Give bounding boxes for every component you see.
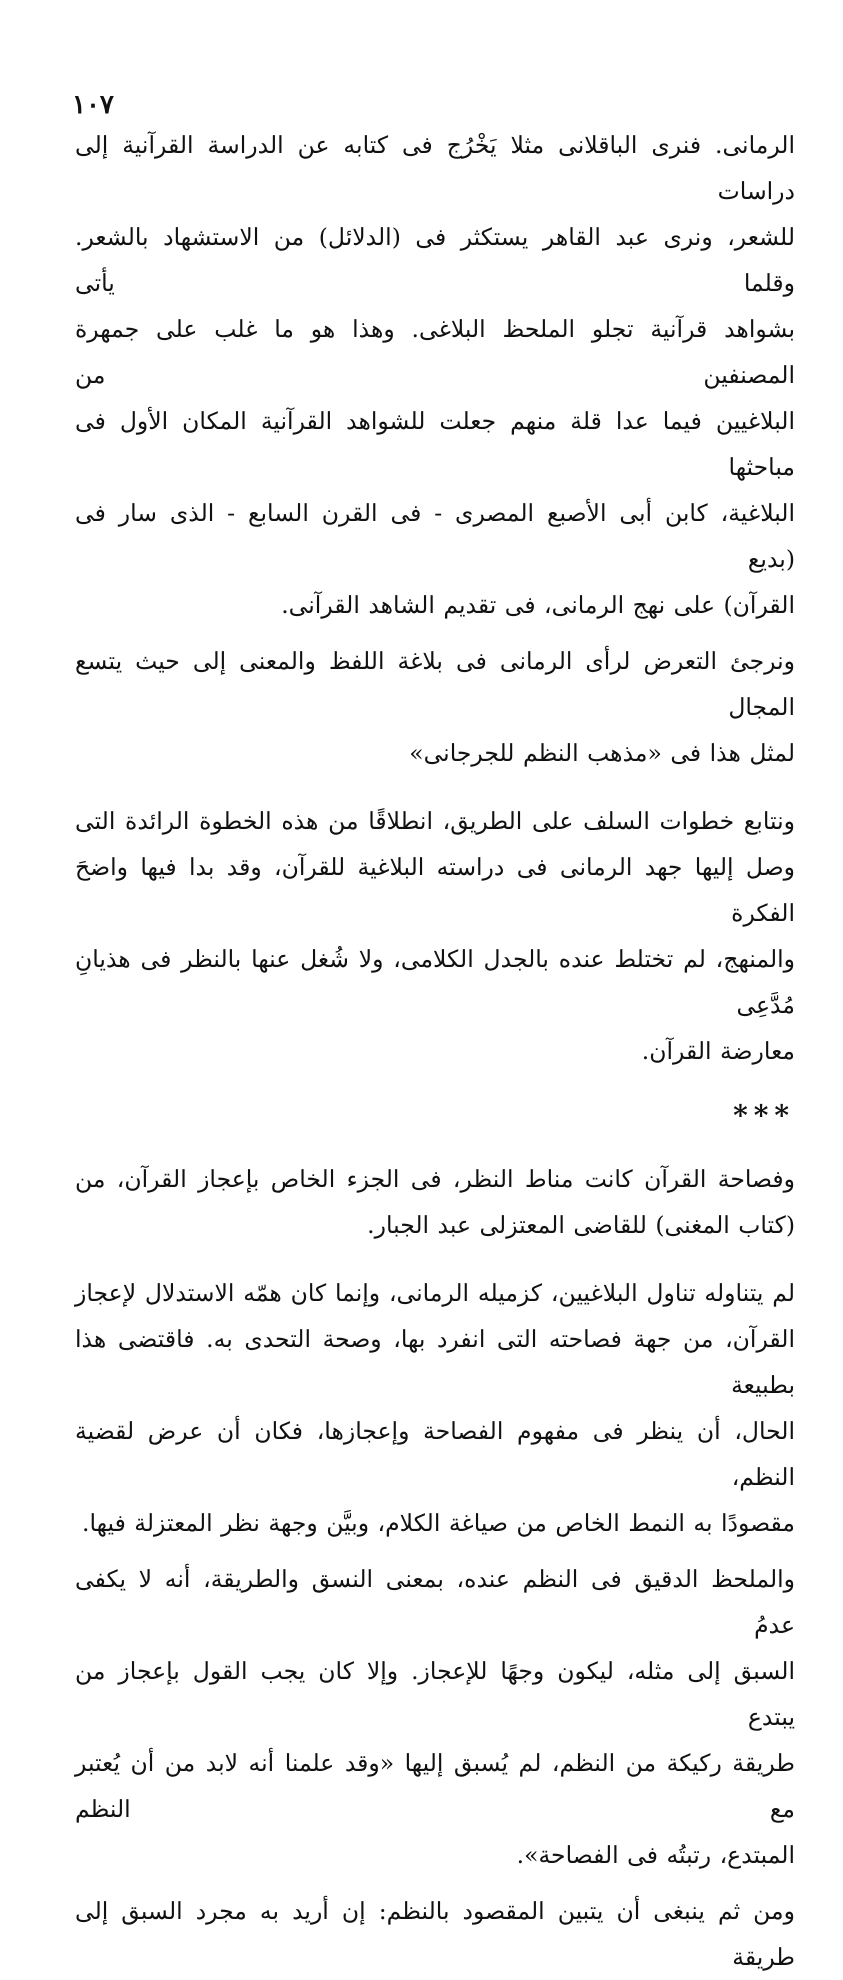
paragraph-1 [75,122,795,628]
text-line: طريقة ركيكة من النظم، لم يُسبق إليها «وقد علمنا أنه لابد من أن يُعتبر مع النظم [75,1749,795,1823]
text-line: البلاغية، كابن أبى الأصبع المصرى - فى القرن السابع - الذى سار فى (بديع [75,499,795,573]
paragraph-6 [75,1556,795,1878]
text-line: لم يتناوله تناول البلاغيين، كزميله الرمانى، وإنما كان همّه الاستدلال لإعجاز [75,1279,795,1307]
text-line: ونرجئ التعرض لرأى الرمانى فى بلاغة اللفظ والمعنى إلى حيث يتسع المجال [75,647,795,721]
page-body [75,122,795,1980]
text-line: السبق إلى مثله، ليكون وجهًا للإعجاز. وإلا كان يجب القول بإعجاز من يبتدع [75,1657,795,1731]
text-line: بشواهد قرآنية تجلو الملحظ البلاغى. وهذا هو ما غلب على جمهرة المصنفين من [75,315,795,389]
text-line: والمنهج، لم تختلط عنده بالجدل الكلامى، ولا شُغل عنها بالنظر فى هذيانِ مُدَّعِى [75,945,795,1019]
text-line: لمثل هذا فى «مذهب النظم للجرجانى» [409,739,795,767]
text-line: وصل إليها جهد الرمانى فى دراسته البلاغية للقرآن، وقد بدا فيها واضحَ الفكرة [75,853,795,927]
paragraph-5 [75,1270,795,1546]
paragraph-2 [75,638,795,776]
text-line: المبتدع، رتبتُه فى الفصاحة». [516,1841,795,1869]
text-line: الحال، أن ينظر فى مفهوم الفصاحة وإعجازها، فكان أن عرض لقضية النظم، [75,1417,795,1491]
text-line: للشعر، ونرى عبد القاهر يستكثر فى (الدلائل) من الاستشهاد بالشعر. وقلما يأتى [75,223,795,297]
paragraph-7 [75,1888,795,1980]
text-line: ومن ثم ينبغى أن يتبين المقصود بالنظم: إن أريد به مجرد السبق إلى طريقة [75,1897,795,1971]
text-line: القرآن، من جهة فصاحته التى انفرد بها، وصحة التحدى به. فاقتضى هذا بطبيعة [75,1325,795,1399]
text-line: الرمانى. فنرى الباقلانى مثلا يَخْرُج فى كتابه عن الدراسة القرآنية إلى دراسات [75,131,795,205]
text-line: البلاغيين فيما عدا قلة منهم جعلت للشواهد القرآنية المكان الأول فى مباحثها [75,407,795,481]
text-line: (كتاب المغنى) للقاضى المعتزلى عبد الجبار. [367,1211,795,1239]
text-line: القرآن) على نهج الرمانى، فى تقديم الشاهد القرآنى. [281,591,795,619]
text-line: مقصودًا به النمط الخاص من صياغة الكلام، وبيَّن وجهة نظر المعتزلة فيها. [82,1509,795,1537]
page-number: ١٠٧ [72,90,114,120]
text-line: معارضة القرآن. [641,1037,795,1065]
text-line: وفصاحة القرآن كانت مناط النظر، فى الجزء الخاص بإعجاز القرآن، من [75,1165,795,1193]
text-line: ونتابع خطوات السلف على الطريق، انطلاقًا من هذه الخطوة الرائدة التى [75,807,795,835]
paragraph-4 [75,1156,795,1248]
paragraph-3 [75,798,795,1074]
text-line: والملحظ الدقيق فى النظم عنده، بمعنى النسق والطريقة، أنه لا يكفى عدمُ [75,1565,795,1639]
section-separator: *** [733,1099,795,1132]
